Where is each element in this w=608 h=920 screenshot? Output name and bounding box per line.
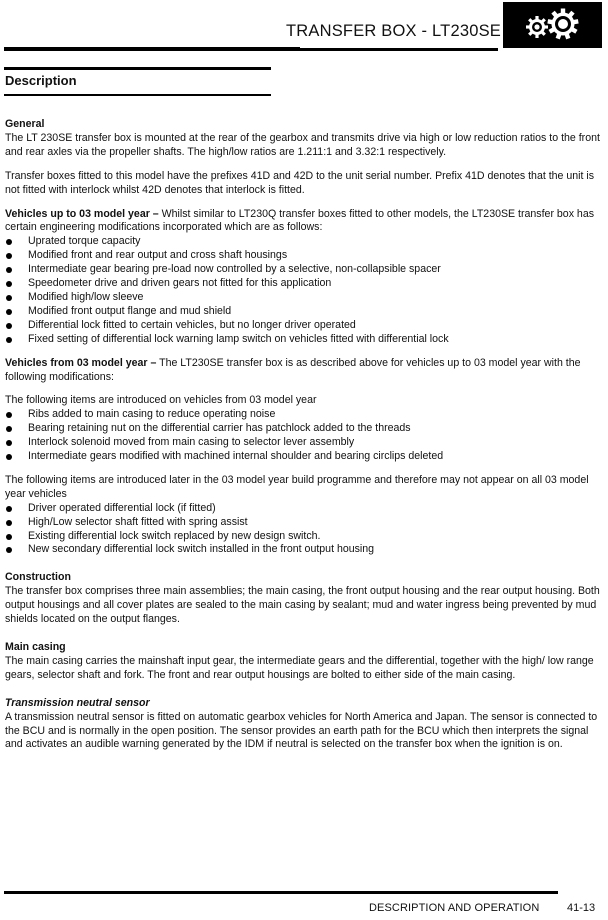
list-item [5,319,605,333]
header-title-underline [286,48,498,51]
document-body [5,118,605,752]
from-03-text: The LT230SE transfer box is as described above for vehicles up to 03 model year with the following modifications: [5,356,581,383]
bullet-icon [6,239,12,245]
footer-rule [4,891,558,894]
list-item [5,502,605,516]
list-item-text: New secondary differential lock switch installed in the front output housing [28,543,375,556]
neutral-sensor-text: A transmission neutral sensor is fitted on automatic gearbox vehicles for North America and Japan. The sensor is connected to the BCU and is normally in the open position. The sensor provides an earth path for the BCU which then interprets the signal and activates an audible warning generated by the IDM if neutral is selected on the transfer box when the ignition is on. [5,710,598,751]
list-item [5,291,605,305]
list-item [5,543,605,557]
construction-heading: Construction [5,571,71,584]
header-rule [4,47,300,51]
bullet-icon [6,426,12,432]
from-03-list-2 [5,502,605,558]
list-item-text: Modified front output flange and mud shield [28,304,232,317]
bullet-icon [6,506,12,512]
up-to-03-paragraph [5,208,605,236]
list-item-text: Differential lock fitted to certain vehicles, but no longer driver operated [28,318,356,331]
bullet-icon [6,412,12,418]
bullet-icon [6,253,12,259]
list-item-text: Uprated torque capacity [28,235,141,248]
bullet-icon [6,440,12,446]
list-item [5,263,605,277]
bullet-icon [6,337,12,343]
from-03-paragraph [5,357,605,385]
list-item-text: Intermediate gear bearing pre-load now controlled by a selective, non-collapsible spacer [28,263,441,276]
list-item-text: Driver operated differential lock (if fitted) [28,501,216,514]
bullet-icon [6,323,12,329]
gears-icon [518,7,588,43]
bullet-icon [6,309,12,315]
bullet-icon [6,295,12,301]
list-item-text: Interlock solenoid moved from main casing to selector lever assembly [28,436,355,449]
list-item-text: Speedometer drive and driven gears not fitted for this application [28,277,332,290]
list-item [5,422,605,436]
from-03-intro-1: The following items are introduced on vehicles from 03 model year [5,394,317,407]
from-03-list-1 [5,408,605,464]
list-item [5,436,605,450]
up-to-03-lead: Vehicles up to 03 model year – [5,207,159,220]
list-item-text: High/Low selector shaft fitted with spring assist [28,515,248,528]
bullet-icon [6,267,12,273]
general-heading: General [5,118,45,130]
list-item [5,305,605,319]
construction-text: The transfer box comprises three main assemblies; the main casing, the front output housing and the rear output housing. Both output housings and all cover plates are sealed to the main casing by sealant; mud and water ingress being prevented by mud shields located on the output flanges. [5,585,600,626]
list-item [5,450,605,464]
main-casing-heading: Main casing [5,641,66,653]
list-item [5,235,605,249]
page-header-title: TRANSFER BOX - LT230SE [286,22,501,40]
list-item [5,408,605,422]
list-item [5,249,605,263]
bullet-icon [6,520,12,526]
general-paragraph-1: The LT 230SE transfer box is mounted at the rear of the gearbox and transmits drive via high or low reduction ratios to the front and rear axles via the propeller shafts. The high/low ratios are 1.211:1 and 3.32:1 respectively. [5,131,600,158]
list-item-text: Fixed setting of differential lock warning lamp switch on vehicles fitted with differential lock [28,332,449,345]
section-icon-badge [503,2,602,48]
up-to-03-text: Whilst similar to LT230Q transfer boxes fitted to other models, the LT230SE transfer box has certain engineering modifications incorporated which are as follows: [5,207,595,234]
from-03-lead: Vehicles from 03 model year – [5,356,157,369]
list-item-text: Intermediate gears modified with machined internal shoulder and bearing circlips deleted [28,450,444,463]
bullet-icon [6,534,12,540]
bullet-icon [6,454,12,460]
list-item [5,530,605,544]
list-item [5,333,605,347]
section-title-top-rule [4,67,271,70]
list-item-text: Bearing retaining nut on the differential carrier has patchlock added to the threads [28,422,411,435]
list-item [5,516,605,530]
page-number: 41-13 [567,902,596,914]
footer-section-label: DESCRIPTION AND OPERATION [369,902,540,914]
general-paragraph-2: Transfer boxes fitted to this model have the prefixes 41D and 42D to the unit serial number. Prefix 41D denotes that the unit is not fitted with interlock whilst 42D denotes that interlock is fitted. [5,169,595,196]
section-title: Description [5,73,77,88]
bullet-icon [6,547,12,553]
list-item-text: Ribs added to main casing to reduce operating noise [28,408,276,421]
main-casing-text: The main casing carries the mainshaft input gear, the intermediate gears and the differential, together with the high/ low range gears, selector shaft and fork. The front and rear output housings are bolted to either side of the main casing. [5,654,594,681]
up-to-03-list [5,235,605,346]
list-item-text: Modified front and rear output and cross shaft housings [28,249,288,262]
list-item [5,277,605,291]
list-item-text: Existing differential lock switch replaced by new design switch. [28,529,321,542]
neutral-sensor-heading: Transmission neutral sensor [5,696,150,709]
list-item-text: Modified high/low sleeve [28,290,144,303]
section-title-bottom-rule [4,94,271,96]
bullet-icon [6,281,12,287]
from-03-intro-2: The following items are introduced later in the 03 model year build programme and therefore may not appear on all 03 model year vehicles [5,473,589,500]
